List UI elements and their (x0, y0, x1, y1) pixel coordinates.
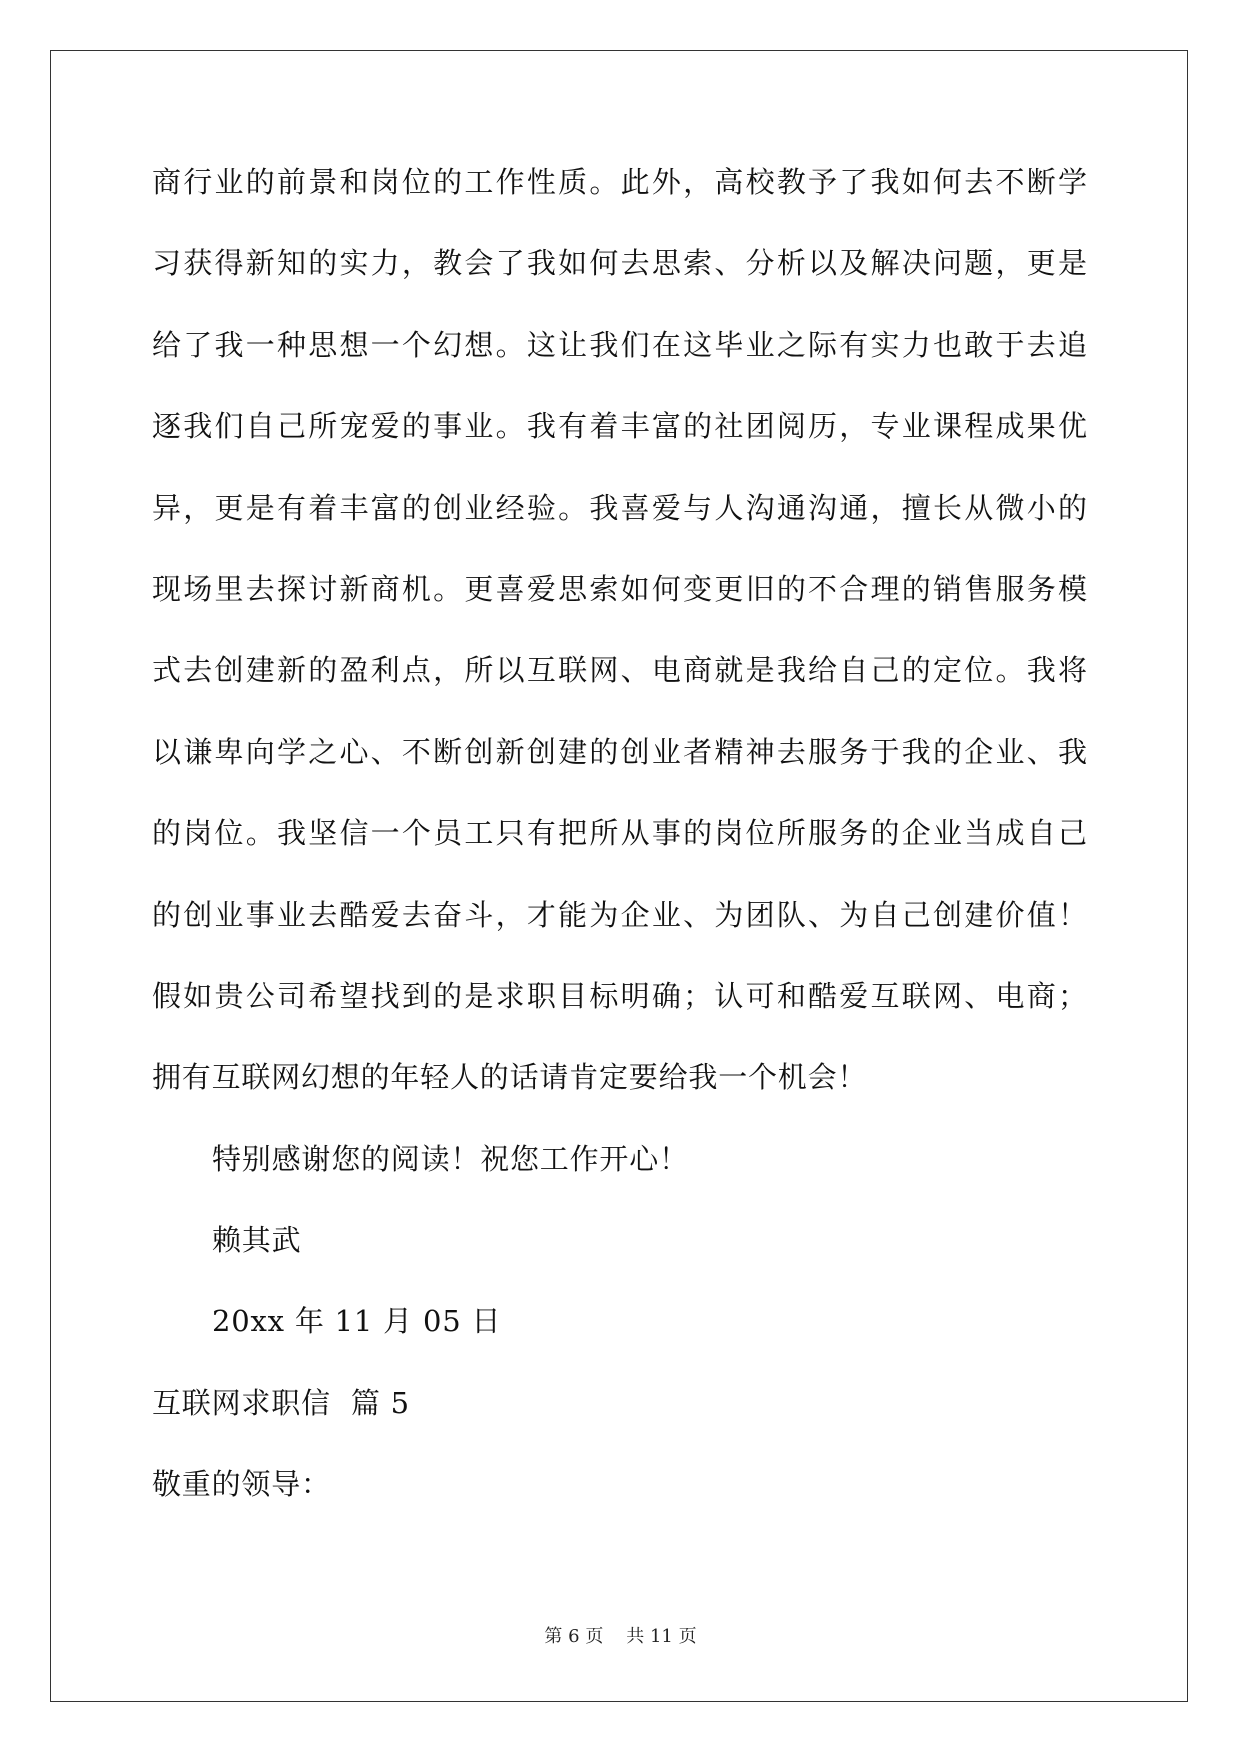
body-line: 的岗位。我坚信一个员工只有把所从事的岗位所服务的企业当成自己 (152, 816, 1087, 851)
body-line: 习获得新知的实力，教会了我如何去思索、分析以及解决问题，更是 (152, 246, 1087, 281)
body-line: 商行业的前景和岗位的工作性质。此外，高校教予了我如何去不断学 (152, 165, 1087, 199)
body-line: 式去创建新的盈利点，所以互联网、电商就是我给自己的定位。我将 (152, 653, 1087, 688)
body-line: 给了我一种思想一个幻想。这让我们在这毕业之际有实力也敢于去追 (152, 327, 1087, 362)
section-heading: 互联网求职信 篇 5 (152, 1385, 410, 1420)
body-line: 拥有互联网幻想的年轻人的话请肯定要给我一个机会！ (152, 1060, 868, 1095)
body-line: 假如贵公司希望找到的是求职目标明确；认可和酷爱互联网、电商； (152, 978, 1087, 1013)
page-number: 第 6 页 (544, 1626, 604, 1647)
salutation: 敬重的领导： (152, 1467, 331, 1502)
letter-date: 20xx 年 11 月 05 日 (212, 1304, 502, 1339)
signature: 赖其武 (212, 1223, 302, 1258)
body-line: 以谦卑向学之心、不断创新创建的创业者精神去服务于我的企业、我 (152, 734, 1087, 769)
page-footer (0, 1625, 1241, 1649)
body-line: 现场里去探讨新商机。更喜爱思索如何变更旧的不合理的销售服务模 (152, 571, 1087, 606)
page-total: 共 11 页 (626, 1626, 697, 1647)
document-body (152, 162, 1087, 1546)
body-line: 异，更是有着丰富的创业经验。我喜爱与人沟通沟通，擅长从微小的 (152, 490, 1087, 525)
body-line: 逐我们自己所宠爱的事业。我有着丰富的社团阅历，专业课程成果优 (152, 409, 1087, 444)
body-line: 的创业事业去酷爱去奋斗，才能为企业、为团队、为自己创建价值！ (152, 897, 1087, 932)
closing-remark: 特别感谢您的阅读！祝您工作开心！ (212, 1141, 689, 1176)
